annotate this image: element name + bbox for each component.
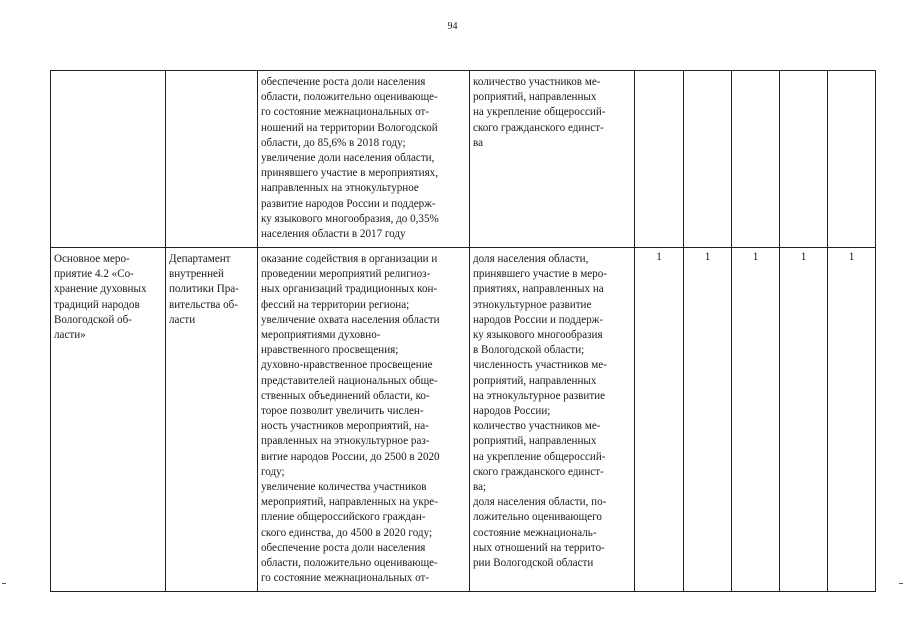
value-cell <box>684 71 732 248</box>
table-row <box>51 71 876 248</box>
value-cell: 1 <box>635 248 684 592</box>
indicator-cell: доля населения области, принявшего участие в меро- приятиях, направленных на этнокультурное развитие народов России и поддерж- ку языкового многообразия в Вологодской области; численность участников ме- роприятий, направленных на этнокультурное развитие народов России; количество участников ме- роприятий, направленных на укрепление общероссий- ского гражданского единст- ва; доля населения области, по- ложительно оценивающего состояние межнациональ- ных отношений на террито- рии Вологодской области <box>470 248 635 592</box>
executor-cell <box>166 71 258 248</box>
value-cell: 1 <box>780 248 828 592</box>
measure-cell <box>51 71 166 248</box>
page-number: 94 <box>447 21 458 32</box>
expected-result-cell: оказание содействия в организации и проведении мероприятий религиоз- ных организаций традиционных кон- фессий на территории региона; увеличение охвата населения области мероприятиями духовно- нравственного просвещения; духовно-нравственное просвещение представителей национальных обще- ственных объединений области, ко- торое позволит увеличить числен- ность участников мероприятий, на- правленных на этнокультурное раз- витие народов России, до 2500 в 2020 году; увеличение количества участников мероприятий, направленных на укре- пление общероссийского граждан- ского единства, до 4500 в 2020 году; обеспечение роста доли населения области, положительно оценивающе- го состояние межнациональных от- <box>258 248 470 592</box>
value-cell <box>732 71 780 248</box>
value-cell: 1 <box>732 248 780 592</box>
scan-edge-mark <box>899 583 903 584</box>
indicator-cell: количество участников ме- роприятий, направленных на укрепление общероссий- ского гражданского единст- ва <box>470 71 635 248</box>
program-table <box>50 70 876 592</box>
value-cell <box>780 71 828 248</box>
expected-result-cell: обеспечение роста доли населения области, положительно оценивающе- го состояние межнациональных от- ношений на территории Вологодской области, до 85,6% в 2018 году; увеличение доли населения области, принявшего участие в мероприятиях, направленных на этнокультурное развитие народов России и поддерж- ку языкового многообразия, до 0,35% населения области в 2017 году <box>258 71 470 248</box>
executor-cell: Департамент внутренней политики Пра- вительства об- ласти <box>166 248 258 592</box>
value-cell <box>635 71 684 248</box>
table-row <box>51 248 876 592</box>
value-cell: 1 <box>684 248 732 592</box>
measure-cell: Основное меро- приятие 4.2 «Со- хранение духовных традиций народов Вологодской об- ласти» <box>51 248 166 592</box>
value-cell: 1 <box>828 248 876 592</box>
scan-edge-mark <box>2 583 6 584</box>
value-cell <box>828 71 876 248</box>
